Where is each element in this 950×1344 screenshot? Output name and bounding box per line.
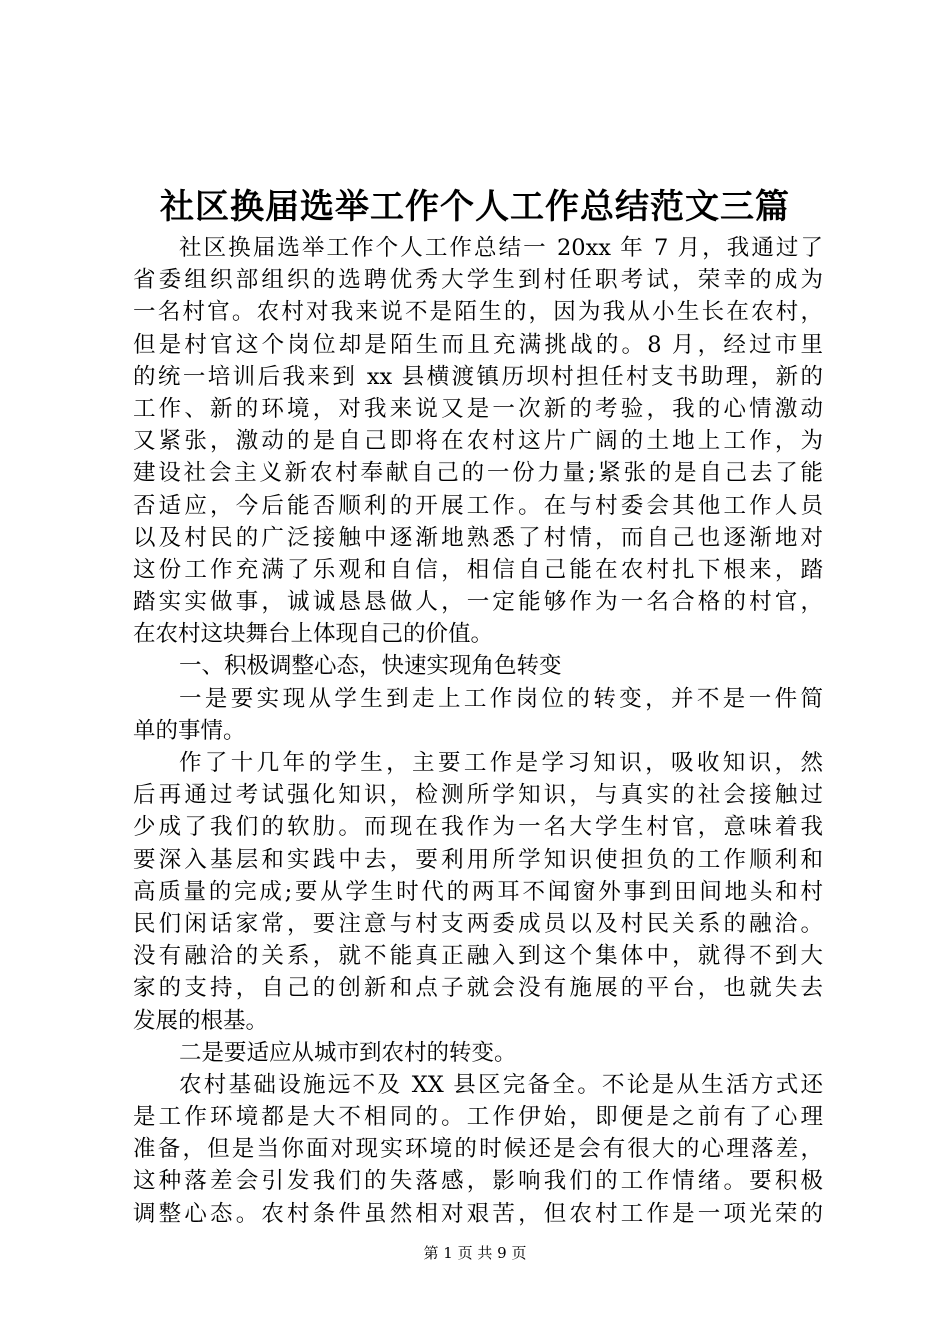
text-line: 一名村官。农村对我来说不是陌生的，因为我从小生长在农村，: [133, 299, 823, 326]
text-line: 单的事情。: [133, 717, 246, 744]
text-line: 是工作环境都是大不相同的。工作伊始，即便是之前有了心理: [133, 1104, 823, 1131]
text-line: 社区换届选举工作个人工作总结一 20xx 年 7 月，我通过了: [179, 235, 823, 261]
text-line: 发展的根基。: [133, 1007, 269, 1034]
text-line: 以及村民的广泛接触中逐渐地熟悉了村情，而自己也逐渐地对: [133, 524, 823, 551]
text-line: 农村基础设施远不及 XX 县区完备全。不论是从生活方式还: [179, 1071, 823, 1098]
text-line: 没有融洽的关系，就不能真正融入到这个集体中，就得不到大: [133, 943, 823, 970]
text-line: 一、积极调整心态，快速实现角色转变: [179, 653, 562, 680]
text-line: 在农村这块舞台上体现自己的价值。: [133, 621, 494, 648]
text-line: 建设社会主义新农村奉献自己的一份力量;紧张的是自己去了能: [133, 460, 823, 487]
text-line: 准备，但是当你面对现实环境的时候还是会有很大的心理落差，: [133, 1136, 823, 1163]
text-line: 少成了我们的软肋。而现在我作为一名大学生村官，意味着我: [133, 814, 823, 841]
text-line: 但是村官这个岗位却是陌生而且充满挑战的。8 月，经过市里: [133, 331, 823, 358]
text-line: 省委组织部组织的选聘优秀大学生到村任职考试，荣幸的成为: [133, 267, 823, 294]
text-line: 否适应，今后能否顺利的开展工作。在与村委会其他工作人员: [133, 492, 823, 519]
page-footer: 第 1 页 共 9 页: [423, 1244, 527, 1262]
text-line: 高质量的完成;要从学生时代的两耳不闻窗外事到田间地头和村: [133, 878, 823, 905]
text-line: 民们闲话家常，要注意与村支两委成员以及村民关系的融洽。: [133, 910, 823, 937]
text-line: 的统一培训后我来到 xx 县横渡镇历坝村担任村支书助理，新的: [133, 363, 823, 390]
text-line: 后再通过考试强化知识，检测所学知识，与真实的社会接触过: [133, 782, 823, 809]
text-line: 踏实实做事，诚诚恳恳做人，一定能够作为一名合格的村官，: [133, 589, 823, 616]
text-line: 家的支持，自己的创新和点子就会没有施展的平台，也就失去: [133, 975, 823, 1002]
document-title: 社区换届选举工作个人工作总结范文三篇: [160, 187, 790, 227]
text-line: 这种落差会引发我们的失落感，影响我们的工作情绪。要积极: [133, 1168, 823, 1195]
text-line: 调整心态。农村条件虽然相对艰苦，但农村工作是一项光荣的: [133, 1200, 823, 1227]
text-line: 要深入基层和实践中去，要利用所学知识使担负的工作顺利和: [133, 846, 823, 873]
text-line: 这份工作充满了乐观和自信，相信自己能在农村扎下根来，踏: [133, 556, 823, 583]
text-line: 作了十几年的学生，主要工作是学习知识，吸收知识，然: [179, 750, 823, 776]
text-line: 工作、新的环境，对我来说又是一次新的考验，我的心情激动: [133, 395, 823, 422]
text-line: 又紧张，激动的是自己即将在农村这片广阔的土地上工作，为: [133, 428, 823, 455]
text-line: 二是要适应从城市到农村的转变。: [179, 1039, 517, 1066]
text-line: 一是要实现从学生到走上工作岗位的转变，并不是一件简: [179, 685, 823, 712]
document-body: [133, 232, 823, 1230]
